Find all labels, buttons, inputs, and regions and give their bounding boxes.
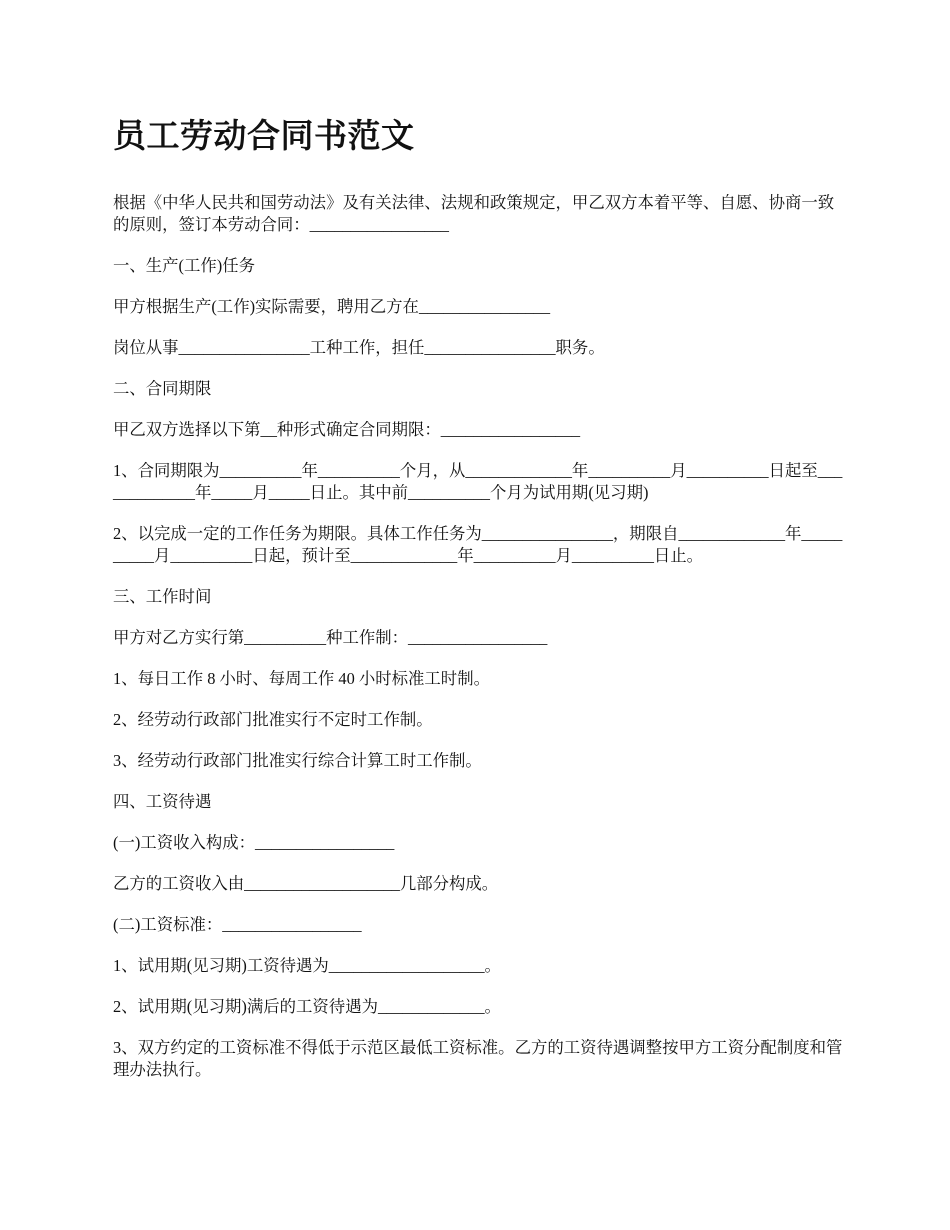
paragraph: 1、每日工作 8 小时、每周工作 40 小时标准工时制。 [113,669,490,688]
paragraph: 2、试用期(见习期)满后的工资待遇为_____________。 [113,997,501,1016]
document-page [113,112,848,1100]
paragraph: 3、经劳动行政部门批准实行综合计算工时工作制。 [113,751,482,770]
paragraph: 甲乙双方选择以下第__种形式确定合同期限：_________________ [113,420,581,439]
intro-paragraph: 根据《中华人民共和国劳动法》及有关法律、法规和政策规定，甲乙双方本着平等、自愿、协商一致的原则，签订本劳动合同：_________________ [113,193,835,234]
paragraph: 甲方根据生产(工作)实际需要，聘用乙方在________________ [113,297,551,316]
document-title: 员工劳动合同书范文 [113,116,415,155]
section-heading-task: 一、生产(工作)任务 [113,256,256,275]
paragraph: (二)工资标准：_________________ [113,915,362,934]
section-heading-term: 二、合同期限 [113,379,212,398]
paragraph: (一)工资收入构成：_________________ [113,833,395,852]
paragraph: 1、合同期限为__________年__________个月，从_____________年__________月__________日起至_____________年_____月_____日止。其中前__________个月为试用期(见习期) [113,461,843,502]
paragraph: 岗位从事________________工种工作，担任________________职务。 [113,338,605,357]
section-heading-wages: 四、工资待遇 [113,792,212,811]
paragraph: 乙方的工资收入由___________________几部分构成。 [113,874,499,893]
paragraph: 1、试用期(见习期)工资待遇为___________________。 [113,956,501,975]
paragraph: 甲方对乙方实行第__________种工作制：_________________ [113,628,548,647]
paragraph: 3、双方约定的工资标准不得低于示范区最低工资标准。乙方的工资待遇调整按甲方工资分配制度和管理办法执行。 [113,1038,843,1079]
paragraph: 2、以完成一定的工作任务为期限。具体工作任务为________________，期限自_____________年__________月__________日起，预计至_____________年__________月__________日止。 [113,524,843,565]
paragraph: 2、经劳动行政部门批准实行不定时工作制。 [113,710,433,729]
section-heading-hours: 三、工作时间 [113,587,212,606]
